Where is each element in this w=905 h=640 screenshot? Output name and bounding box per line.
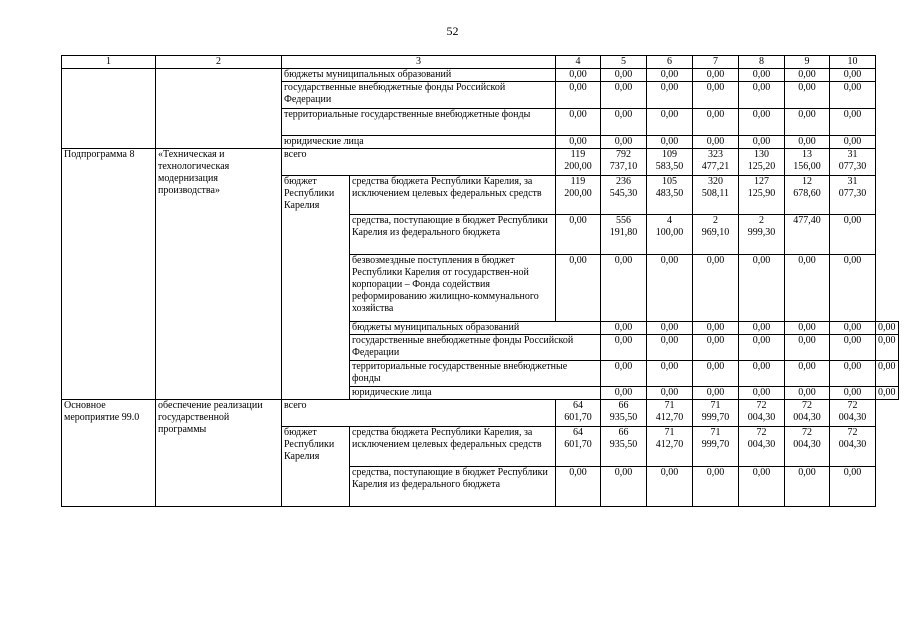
value-cell: 0,00 [601,335,647,361]
value-cell: 0,00 [830,467,876,507]
value-cell: 0,00 [647,69,693,82]
header-cell: 3 [282,56,556,69]
value-cell: 13 156,00 [785,149,830,176]
value-cell: 0,00 [739,136,785,149]
header-cell: 8 [739,56,785,69]
value-cell: 0,00 [830,387,876,400]
value-cell: 0,00 [739,387,785,400]
value-cell: 0,00 [556,215,601,255]
value-cell: 0,00 [601,255,647,322]
value-cell: 72 004,30 [785,400,830,427]
value-cell: 320 508,11 [693,176,739,215]
value-cell: 0,00 [876,361,899,387]
value-cell: 0,00 [647,467,693,507]
value-cell: 31 077,30 [830,176,876,215]
value-cell: 0,00 [647,322,693,335]
value-cell: 0,00 [830,215,876,255]
value-cell: 0,00 [693,387,739,400]
value-cell: 0,00 [785,467,830,507]
value-cell: 127 125,90 [739,176,785,215]
value-cell: 0,00 [601,82,647,109]
header-cell: 1 [62,56,156,69]
value-cell: 0,00 [739,69,785,82]
value-cell: 236 545,30 [601,176,647,215]
program-code-cell: Основное мероприятие 99.0 [62,400,156,507]
value-cell: 792 737,10 [601,149,647,176]
value-cell: 0,00 [647,82,693,109]
value-cell: 0,00 [556,255,601,322]
value-cell: 0,00 [739,109,785,136]
value-cell: 130 125,20 [739,149,785,176]
value-cell: 0,00 [785,82,830,109]
value-cell: 0,00 [830,82,876,109]
value-cell: 0,00 [785,387,830,400]
value-cell: 0,00 [647,387,693,400]
funding-type-cell: бюджеты муниципальных образований [350,322,601,335]
page-number: 52 [446,24,459,38]
value-cell: 0,00 [556,467,601,507]
value-cell: 0,00 [647,361,693,387]
value-cell: 0,00 [785,109,830,136]
value-cell: 0,00 [693,82,739,109]
header-cell: 9 [785,56,830,69]
value-cell: 0,00 [601,387,647,400]
value-cell: 4 100,00 [647,215,693,255]
value-cell: 109 583,50 [647,149,693,176]
value-cell: 0,00 [739,322,785,335]
value-cell: 66 935,50 [601,427,647,467]
program-name-cell: обеспечение реализации государственной программы [156,400,282,507]
value-cell: 0,00 [601,467,647,507]
value-cell: 0,00 [876,322,899,335]
program-code-cell: Подпрограмма 8 [62,149,156,400]
value-cell: 12 678,60 [785,176,830,215]
funding-type-cell: государственные внебюджетные фонды Российской Федерации [282,82,556,109]
value-cell: 71 412,70 [647,427,693,467]
funding-source-cell: бюджет Республики Карелия [282,176,350,400]
funding-type-cell: средства бюджета Республики Карелия, за исключением целевых федеральных средств [350,176,556,215]
value-cell: 0,00 [647,335,693,361]
funding-source-cell: бюджет Республики Карелия [282,427,350,507]
value-cell: 72 004,30 [830,427,876,467]
value-cell: 119 200,00 [556,176,601,215]
value-cell: 0,00 [601,322,647,335]
header-cell: 4 [556,56,601,69]
funding-type-cell: государственные внебюджетные фонды Российской Федерации [350,335,601,361]
value-cell: 0,00 [693,109,739,136]
value-cell: 0,00 [739,361,785,387]
funding-type-cell: территориальные государственные внебюджетные фонды [282,109,556,136]
value-cell: 0,00 [647,109,693,136]
value-cell: 31 077,30 [830,149,876,176]
value-cell: 0,00 [647,136,693,149]
value-cell: 0,00 [693,335,739,361]
value-cell: 0,00 [785,136,830,149]
value-cell: 0,00 [601,361,647,387]
value-cell: 0,00 [693,69,739,82]
value-cell: 0,00 [556,82,601,109]
value-cell: 0,00 [739,335,785,361]
value-cell: 72 004,30 [830,400,876,427]
funding-type-cell: всего [282,400,556,427]
value-cell: 0,00 [601,109,647,136]
value-cell: 0,00 [739,255,785,322]
value-cell: 0,00 [601,136,647,149]
value-cell: 0,00 [830,136,876,149]
value-cell: 72 004,30 [739,400,785,427]
value-cell: 64 601,70 [556,400,601,427]
header-row [62,56,899,69]
value-cell: 0,00 [556,109,601,136]
value-cell: 0,00 [693,136,739,149]
value-cell: 72 004,30 [739,427,785,467]
value-cell: 66 935,50 [601,400,647,427]
header-cell: 6 [647,56,693,69]
funding-type-cell: юридические лица [350,387,601,400]
value-cell: 0,00 [785,255,830,322]
value-cell: 0,00 [830,109,876,136]
value-cell: 0,00 [830,255,876,322]
value-cell: 556 191,80 [601,215,647,255]
header-cell: 2 [156,56,282,69]
funding-type-cell: территориальные государственные внебюджетные фонды [350,361,601,387]
budget-table [61,55,899,507]
value-cell: 0,00 [785,322,830,335]
blank-cell [62,69,156,149]
value-cell: 0,00 [601,69,647,82]
value-cell: 0,00 [876,387,899,400]
funding-type-cell: средства бюджета Республики Карелия, за исключением целевых федеральных средств [350,427,556,467]
value-cell: 71 999,70 [693,427,739,467]
value-cell: 0,00 [647,255,693,322]
funding-type-cell: бюджеты муниципальных образований [282,69,556,82]
value-cell: 0,00 [693,467,739,507]
value-cell: 64 601,70 [556,427,601,467]
value-cell: 0,00 [830,335,876,361]
program-name-cell: «Техническая и технологическая модернизация производства» [156,149,282,400]
table-row [62,69,899,82]
value-cell: 0,00 [830,69,876,82]
value-cell: 71 999,70 [693,400,739,427]
funding-type-cell: юридические лица [282,136,556,149]
funding-type-cell: безвозмездные поступления в бюджет Республики Карелия от государствен-ной корпорации – Фонда содействия реформированию жилищно-коммунального хозяйства [350,255,556,322]
value-cell: 0,00 [876,335,899,361]
funding-type-cell: средства, поступающие в бюджет Республики Карелия из федерального бюджета [350,467,556,507]
value-cell: 119 200,00 [556,149,601,176]
value-cell: 2 999,30 [739,215,785,255]
funding-type-cell: средства, поступающие в бюджет Республики Карелия из федерального бюджета [350,215,556,255]
value-cell: 477,40 [785,215,830,255]
value-cell: 0,00 [693,361,739,387]
value-cell: 71 412,70 [647,400,693,427]
table-row [62,400,899,427]
value-cell: 0,00 [693,255,739,322]
value-cell: 0,00 [785,335,830,361]
table-row [62,149,899,176]
blank-cell [156,69,282,149]
value-cell: 0,00 [556,136,601,149]
value-cell: 0,00 [556,69,601,82]
value-cell: 0,00 [739,467,785,507]
value-cell: 323 477,21 [693,149,739,176]
value-cell: 72 004,30 [785,427,830,467]
value-cell: 0,00 [693,322,739,335]
header-cell: 5 [601,56,647,69]
value-cell: 0,00 [830,322,876,335]
value-cell: 0,00 [785,69,830,82]
header-cell: 7 [693,56,739,69]
value-cell: 0,00 [830,361,876,387]
header-cell: 10 [830,56,876,69]
funding-type-cell: всего [282,149,556,176]
value-cell: 0,00 [739,82,785,109]
value-cell: 2 969,10 [693,215,739,255]
value-cell: 105 483,50 [647,176,693,215]
value-cell: 0,00 [785,361,830,387]
